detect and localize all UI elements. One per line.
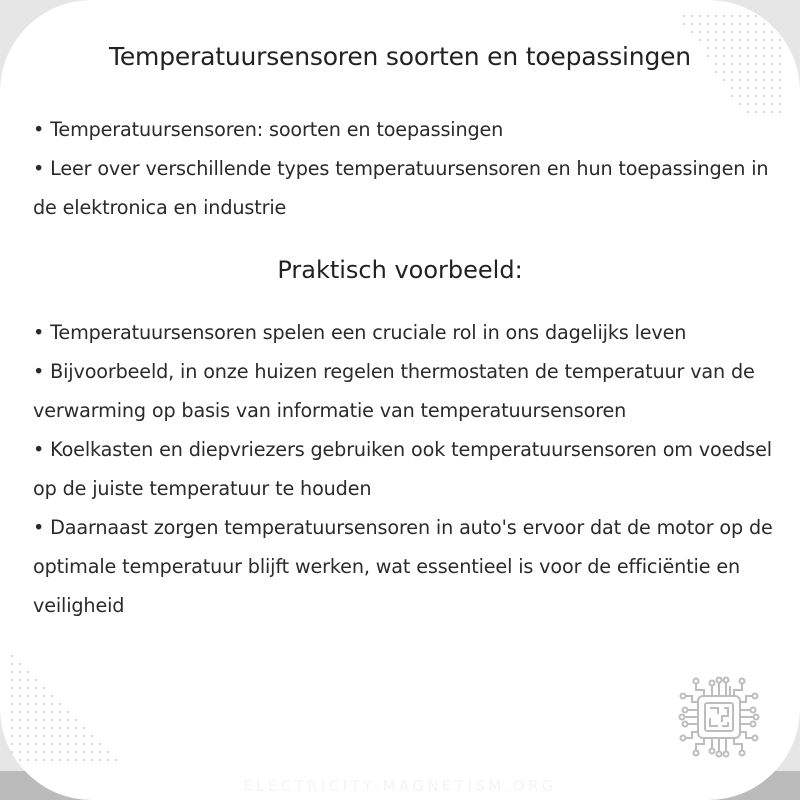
- dot-pattern-bottom-left-icon: [8, 652, 128, 772]
- intro-bullet: • Leer over verschillende types temperatuursensoren en hun toepassingen in de elektronica en industrie: [33, 157, 769, 219]
- intro-bullet-list: [33, 110, 783, 227]
- example-bullet-list: [33, 313, 783, 625]
- circuit-chip-icon: [674, 672, 764, 762]
- page-title: Temperatuursensoren soorten en toepassingen: [109, 42, 691, 71]
- example-bullet: • Bijvoorbeeld, in onze huizen regelen thermostaten de temperatuur van de verwarming op basis van informatie van temperatuursensoren: [33, 360, 755, 422]
- section-heading: Praktisch voorbeeld:: [277, 256, 523, 284]
- intro-bullet: • Temperatuursensoren: soorten en toepassingen: [33, 118, 504, 141]
- example-bullet: • Daarnaast zorgen temperatuursensoren in auto's ervoor dat de motor op de optimale temperatuur blijft werken, wat essentieel is voor de efficiëntie en veiligheid: [33, 516, 773, 617]
- footer-site-name: ELECTRICITY-MAGNETISM.ORG: [243, 777, 557, 795]
- example-bullet: • Koelkasten en diepvriezers gebruiken ook temperatuursensoren om voedsel op de juiste temperatuur te houden: [33, 438, 772, 500]
- example-bullet: • Temperatuursensoren spelen een cruciale rol in ons dagelijks leven: [33, 321, 687, 344]
